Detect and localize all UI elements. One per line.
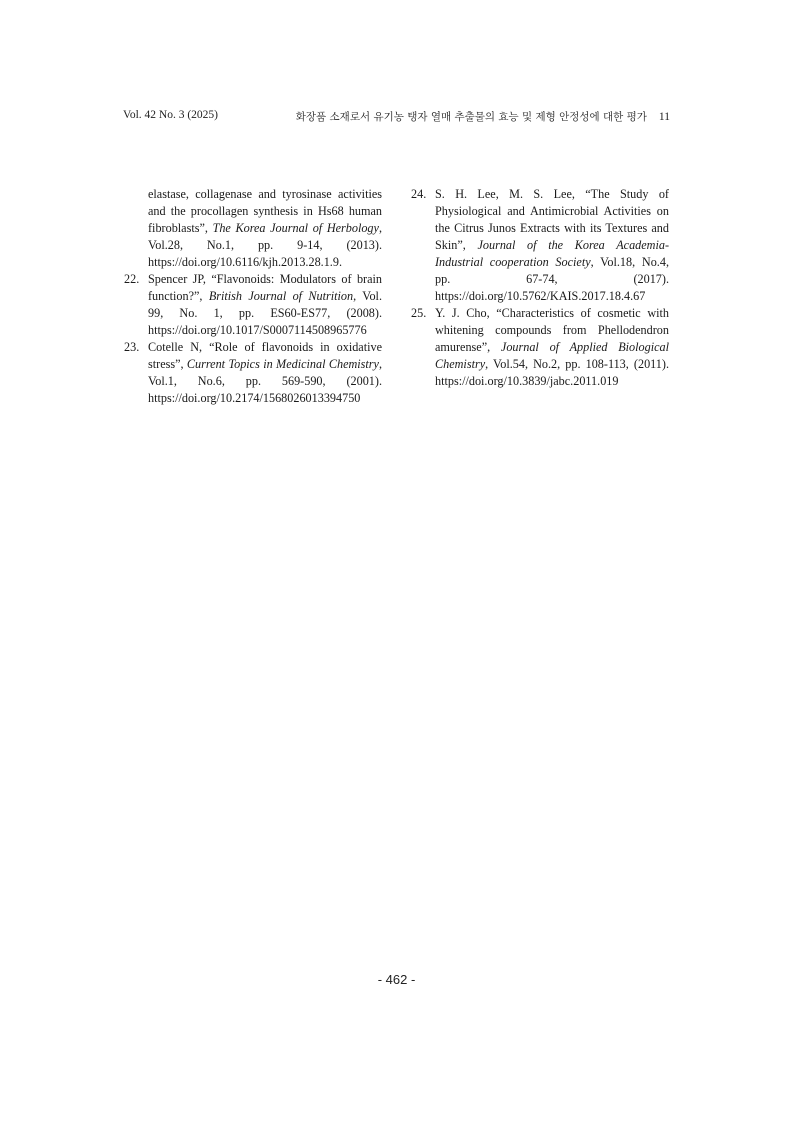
reference-number: 23. [124,340,140,354]
reference-details: , Vol.54, No.2, pp. 108-113, (2011). https://doi.org/10.3839/jabc.2011.019 [435,357,669,388]
reference-text: Spencer JP, “Flavonoids: Modulators of brain function?”, [148,272,382,303]
reference-text: S. H. Lee, M. S. Lee, “The Study of Physiological and Antimicrobial Activities on the Citrus Junos Extracts with its Textures and Skin”, [435,187,669,252]
running-header [123,109,670,127]
reference-number: 24. [411,187,427,201]
reference-journal: British Journal of Nutrition [208,289,354,303]
reference-text: elastase, collagenase and tyrosinase activities and the procollagen synthesis in Hs68 human fibroblasts”, [148,187,382,235]
reference-details: , Vol.28, No.1, pp. 9-14, (2013). https://doi.org/10.6116/kjh.2013.28.1.9. [148,221,382,269]
reference-24 [411,186,669,305]
reference-details: , Vol. 99, No. 1, pp. ES60-ES77, (2008). https://doi.org/10.1017/S0007114508965776 [148,289,382,337]
article-short-title: 화장품 소재로서 유기농 탱자 열매 추출물의 효능 및 제형 안정성에 대한 평가 [295,111,647,123]
reference-22 [124,271,382,339]
reference-23 [124,339,382,407]
reference-details: , Vol.18, No.4, pp. 67-74, (2017). https://doi.org/10.5762/KAIS.2017.18.4.67 [435,255,669,303]
reference-number: 22. [124,272,140,286]
reference-journal: Journal of the Korea Academia-Industrial cooperation Society [435,238,670,269]
journal-volume: Vol. 42 No. 3 (2025) [123,109,218,121]
running-title [296,109,670,124]
reference-column-left [124,186,382,407]
reference-text: Cotelle N, “Role of flavonoids in oxidative stress”, [148,340,382,371]
reference-column-right [411,186,669,390]
page-footer [0,972,793,987]
reference-text: Y. J. Cho, “Characteristics of cosmetic with whitening compounds from Phellodendron amurense”, [435,306,669,354]
footer-page-number: - 462 - [377,972,416,987]
header-page-number: 11 [658,111,670,123]
reference-details: , Vol.1, No.6, pp. 569-590, (2001). https://doi.org/10.2174/1568026013394750 [148,357,382,405]
reference-number: 25. [411,306,427,320]
reference-21-continued [124,186,382,271]
reference-25 [411,305,669,390]
reference-journal: Current Topics in Medicinal Chemistry [186,357,379,371]
reference-journal: The Korea Journal of Herbology [212,221,379,235]
reference-journal: Journal of Applied Biological Chemistry [435,340,669,371]
